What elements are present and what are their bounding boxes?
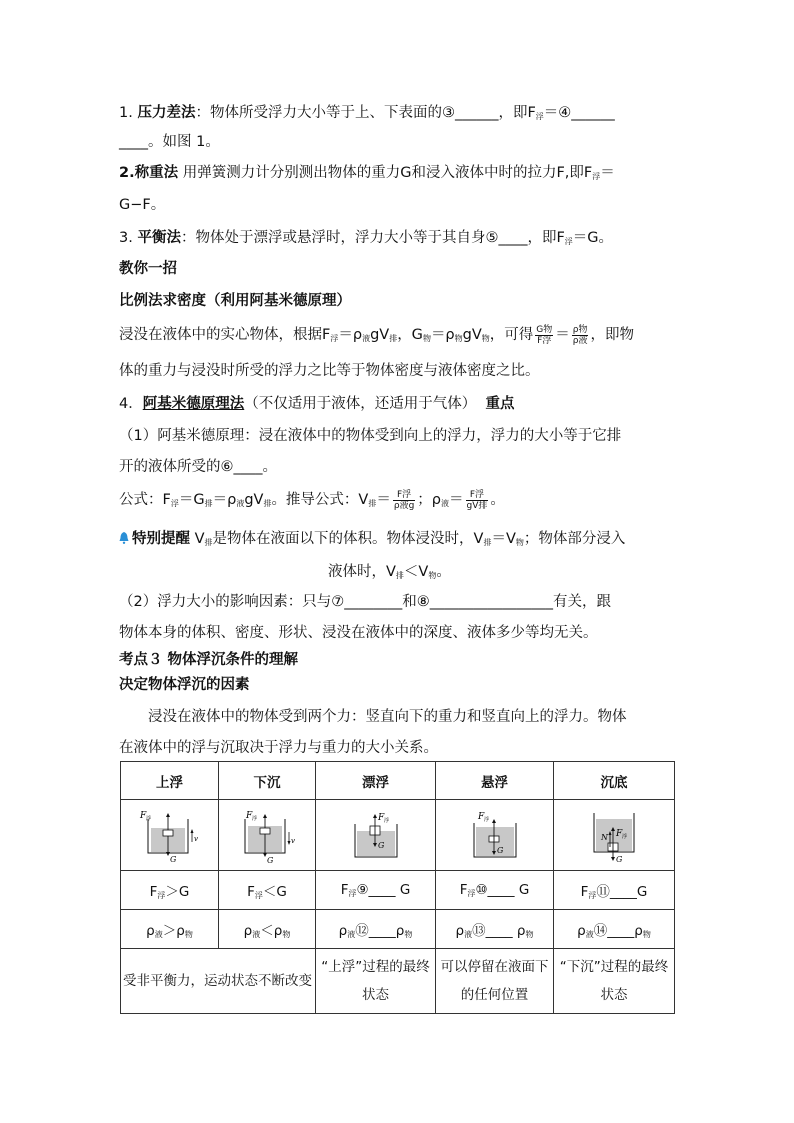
line-special-reminder-cont: 液体时，$V_排<V_物$。 [328, 564, 451, 580]
table-diagram-row [121, 800, 675, 871]
svg-text:浮: 浮 [622, 834, 628, 840]
heading-exam-point-3: 考点３ 物体浮沉条件的理解 [119, 652, 299, 668]
force-cell: $F_浮⑩\_\_\_\_$ G [436, 871, 554, 910]
line-ratio-formula: 浸没在液体中的实心物体，根据$F_浮=\rho_液gV_排$，$G_物=\rho_物gV_物$，可得 $\frac{\text{G物}}{\text{F浮}}$ ＝ $\frac{\text{ρ物}}{\text{ρ液}}$ ，即物 [119, 324, 634, 346]
line-formula: 公式：$F_浮=G_排=\rho_液gV_排$。推导公式：$V_排=$ $\frac{\text{F浮}}{\text{ρ液g}}$ ；$\rho_液=$ $\frac{\text{F浮}}{\text{gV排}}$ 。 [119, 489, 505, 511]
line-archimedes-method: 4．阿基米德原理法（不仅适用于液体，还适用于气体） 重点 [119, 396, 515, 412]
svg-text:N: N [601, 833, 608, 842]
svg-text:F: F [477, 812, 484, 822]
header-floating: 漂浮 [316, 762, 436, 800]
density-cell: $\rho_液>\rho_物$ [121, 910, 219, 949]
svg-text:G: G [496, 846, 503, 855]
diagram-cell-sinking [219, 800, 316, 871]
density-cell: $\rho_液⑬\_\_\_\_$ $\rho_物$ [436, 910, 554, 949]
svg-text:G: G [377, 841, 384, 850]
force-cell: $F_浮<G$ [219, 871, 316, 910]
density-cell: $\rho_液⑫\_\_\_\_\rho_物$ [316, 910, 436, 949]
fraction-v-derived: $\frac{\text{F浮}}{\text{ρ液g}}$ [393, 489, 415, 511]
diagram-cell-floating [316, 800, 436, 871]
density-cell: $\rho_液<\rho_物$ [219, 910, 316, 949]
diagram-bottom [583, 806, 645, 864]
line-archimedes-principle: （1）阿基米德原理：浸在液体中的物体受到向上的浮力，浮力的大小等于它排 [119, 428, 622, 444]
line-weighing-method: 2.称重法 用弹簧测力计分别测出物体的重力G和浸入液体中时的拉力F,即$F_浮=$ [119, 165, 615, 181]
svg-text:浮: 浮 [145, 816, 151, 822]
svg-text:F: F [246, 811, 253, 821]
force-cell: $F_浮⑪\_\_\_\_G$ [554, 871, 675, 910]
diagram-floating [345, 806, 407, 864]
table-density-row [121, 910, 675, 949]
line-pressure-difference: 1. 压力差法：物体所受浮力大小等于上、下表面的③______，即$F_浮=④\_\_\_\_\_\_$ [119, 105, 615, 121]
fraction-rho-ratio: $\frac{\text{ρ物}}{\text{ρ液}}$ [572, 324, 588, 346]
line-pressure-difference-cont: ____。如图 1。 [119, 134, 220, 150]
line-weighing-method-cont: G−F。 [119, 197, 166, 213]
line-influencing-factors-cont: 物体本身的体积、密度、形状、浸没在液体中的深度、液体多少等均无关。 [119, 625, 598, 641]
line-special-reminder: 特别提醒 $V_排$是物体在液面以下的体积。物体浸没时，$V_排=V_物$；物体部分浸入 [119, 528, 625, 554]
diagram-suspended [464, 806, 526, 864]
heading-tip: 教你一招 [119, 261, 177, 277]
svg-text:G: G [616, 855, 623, 864]
heading-float-sink-factors: 决定物体浮沉的因素 [119, 677, 250, 693]
force-cell: $F_浮>G$ [121, 871, 219, 910]
diagram-rising [139, 806, 201, 864]
fraction-rho-derived: $\frac{\text{F浮}}{\text{gV排}}$ [466, 489, 488, 511]
svg-text:F: F [377, 813, 384, 823]
density-cell: $\rho_液⑭\_\_\_\_\rho_物$ [554, 910, 675, 949]
svg-text:G: G [169, 855, 176, 864]
line-forces-intro-cont: 在液体中的浮与沉取决于浮力与重力的大小关系。 [119, 740, 438, 756]
diagram-sinking [236, 806, 298, 864]
header-sinking: 下沉 [219, 762, 316, 800]
svg-text:浮: 浮 [383, 818, 389, 824]
reminder-bell-icon [119, 532, 129, 544]
line-balance-method: 3. 平衡法：物体处于漂浮或悬浮时，浮力大小等于其自身⑤____，即$F_浮=G$。 [119, 230, 614, 246]
svg-text:F: F [139, 811, 146, 821]
diagram-cell-rising [121, 800, 219, 871]
table-description-row [121, 949, 675, 1014]
desc-bottom: “下沉”过程的最终状态 [554, 949, 675, 1014]
desc-unbalanced: 受非平衡力，运动状态不断改变 [121, 949, 316, 1014]
line-forces-intro: 浸没在液体中的物体受到两个力：竖直向下的重力和竖直向上的浮力。物体 [148, 709, 627, 725]
svg-text:v: v [291, 837, 295, 845]
table-header-row [121, 762, 675, 800]
desc-suspended: 可以停留在液面下的任何位置 [436, 949, 554, 1014]
line-archimedes-principle-cont: 开的液体所受的⑥____。 [119, 459, 277, 475]
svg-text:G: G [267, 856, 274, 864]
svg-text:浮: 浮 [483, 817, 489, 823]
diagram-cell-suspended [436, 800, 554, 871]
line-influencing-factors: （2）浮力大小的影响因素：只与⑦________和⑧_________________有关，跟 [119, 594, 611, 610]
heading-ratio-method: 比例法求密度（利用阿基米德原理） [119, 293, 351, 309]
diagram-cell-bottom [554, 800, 675, 871]
header-bottom: 沉底 [554, 762, 675, 800]
force-cell: $F_浮⑨\_\_\_\_$ G [316, 871, 436, 910]
header-suspended: 悬浮 [436, 762, 554, 800]
svg-text:v: v [193, 835, 198, 843]
header-rising: 上浮 [121, 762, 219, 800]
fraction-g-over-f: $\frac{\text{G物}}{\text{F浮}}$ [536, 324, 553, 346]
svg-text:F: F [616, 829, 623, 839]
line-ratio-explain: 体的重力与浸没时所受的浮力之比等于物体密度与液体密度之比。 [119, 363, 540, 379]
table-force-row [121, 871, 675, 910]
float-sink-table [120, 761, 675, 1014]
desc-floating: “上浮”过程的最终状态 [316, 949, 436, 1014]
svg-text:浮: 浮 [252, 816, 258, 822]
